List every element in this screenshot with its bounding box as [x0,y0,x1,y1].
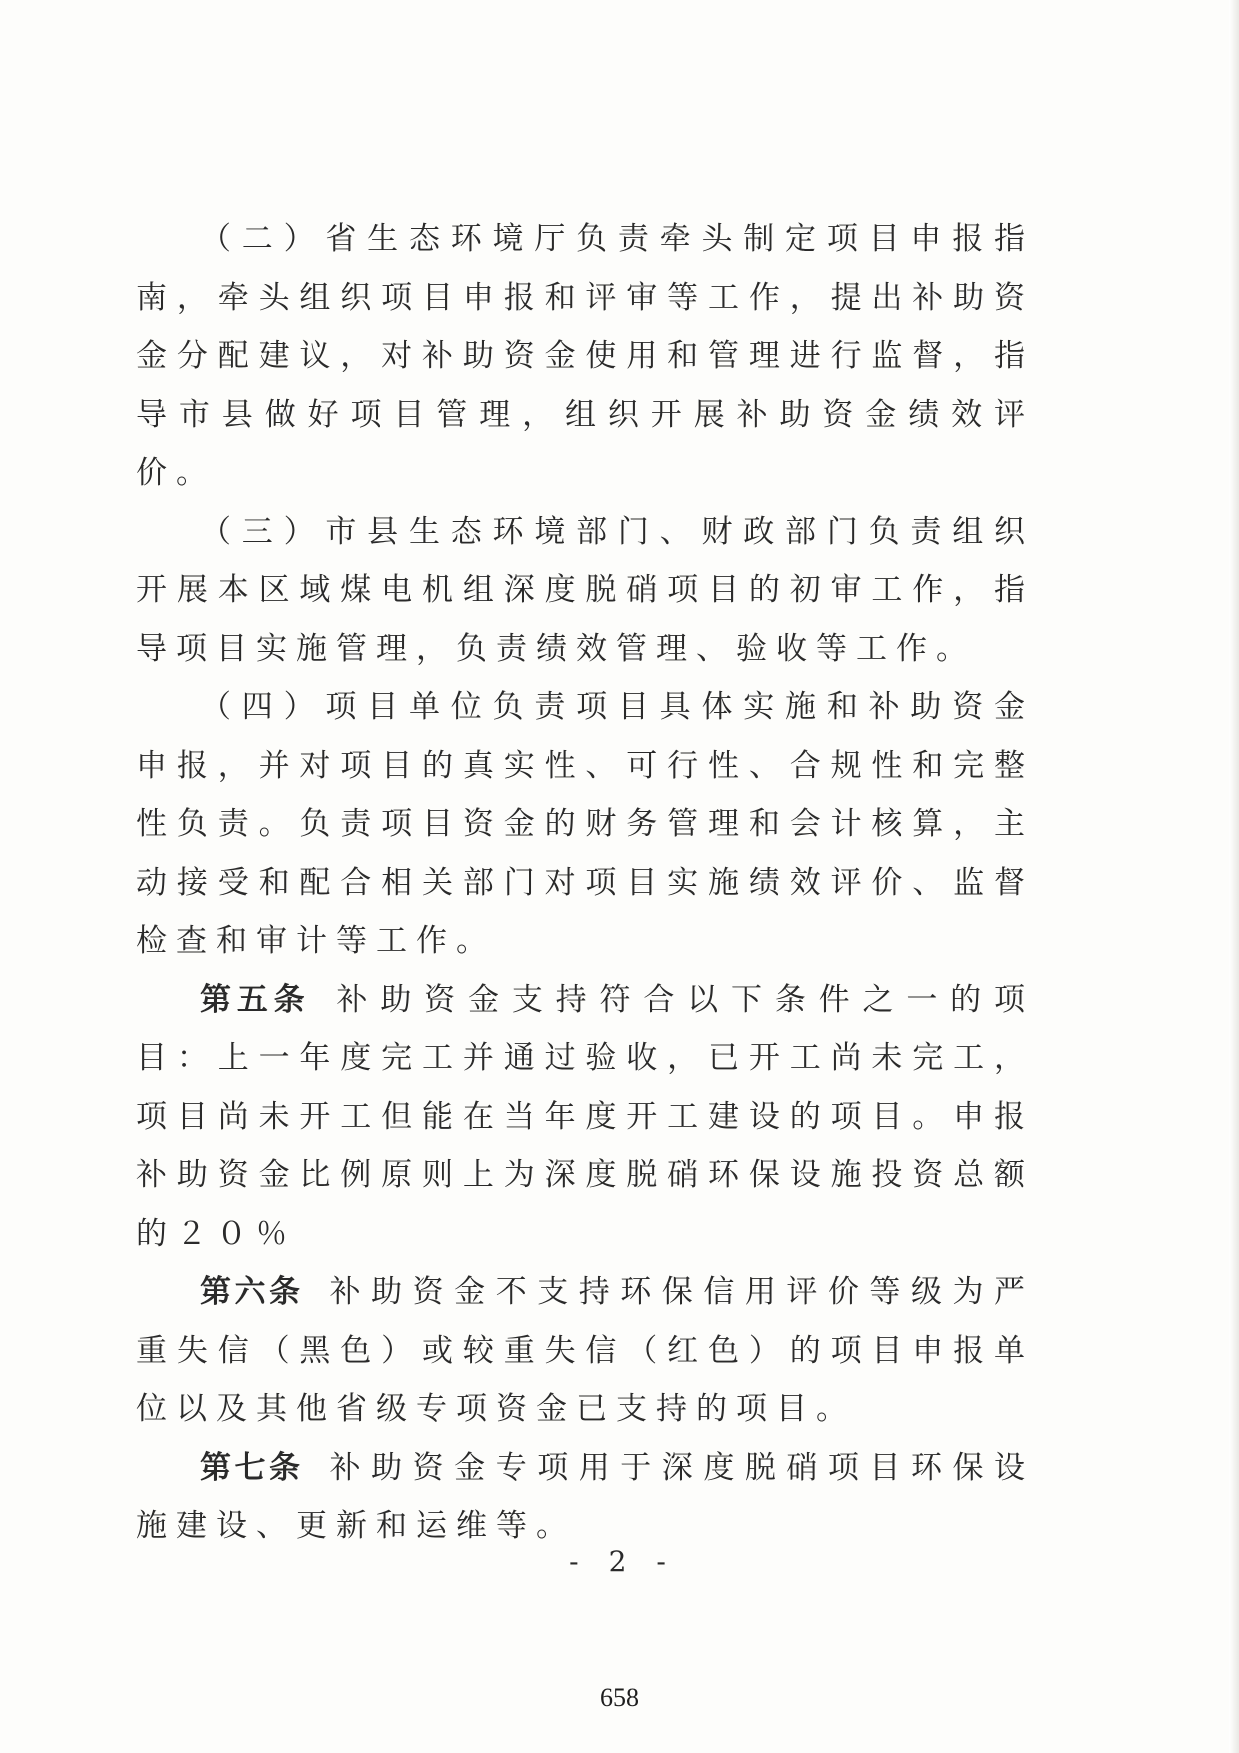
page-number-value: 2 [608,1545,631,1578]
article-6 [136,1263,1034,1439]
article-heading: 第六条 [200,1274,304,1310]
paragraph-text: 补助资金不支持环保信用评价等级为严重失信（黑色）或较重失信（红色）的项目申报单位以及其他省级专项资金已支持的项目。 [136,1274,1035,1427]
article-7 [136,1439,1034,1556]
document-body [136,210,1034,1556]
archive-page-number: 658 [600,1683,639,1712]
page-number-dash-right: - [656,1545,670,1578]
article-heading: 第七条 [200,1449,304,1486]
page-edge-shadow [1229,0,1239,1753]
paragraph-text: （三）市县生态环境部门、财政部门负责组织开展本区域煤电机组深度脱硝项目的初审工作，指导项目实施管理，负责绩效管理、验收等工作。 [136,513,1034,667]
paragraph-clause-3 [136,503,1034,679]
paragraph-text: （四）项目单位负责项目具体实施和补助资金申报，并对项目的真实性、可行性、合规性和完整性负责。负责项目资金的财务管理和会计核算，主动接受和配合相关部门对项目实施绩效评价、监督检查和审计等工作。 [136,689,1034,959]
paragraph-text: 补助资金支持符合以下条件之一的项目：上一年度完工并通过验收，已开工尚未完工，项目尚未开工但能在当年度开工建设的项目。申报补助资金比例原则上为深度脱硝环保设施投资总额的２０％ [136,981,1034,1252]
paragraph-clause-4 [136,678,1034,971]
paragraph-clause-2 [136,210,1034,503]
paragraph-text: （二）省生态环境厅负责牵头制定项目申报指南，牵头组织项目申报和评审等工作，提出补助资金分配建议，对补助资金使用和管理进行监督，指导市县做好项目管理，组织开展补助资金绩效评价。 [136,221,1034,491]
article-5 [136,971,1034,1264]
page-number [0,1545,1239,1578]
article-heading: 第五条 [200,981,311,1018]
paragraph-text: 补助资金专项用于深度脱硝项目环保设施建设、更新和运维等。 [136,1449,1035,1544]
page-number-dash-left: - [569,1545,583,1578]
